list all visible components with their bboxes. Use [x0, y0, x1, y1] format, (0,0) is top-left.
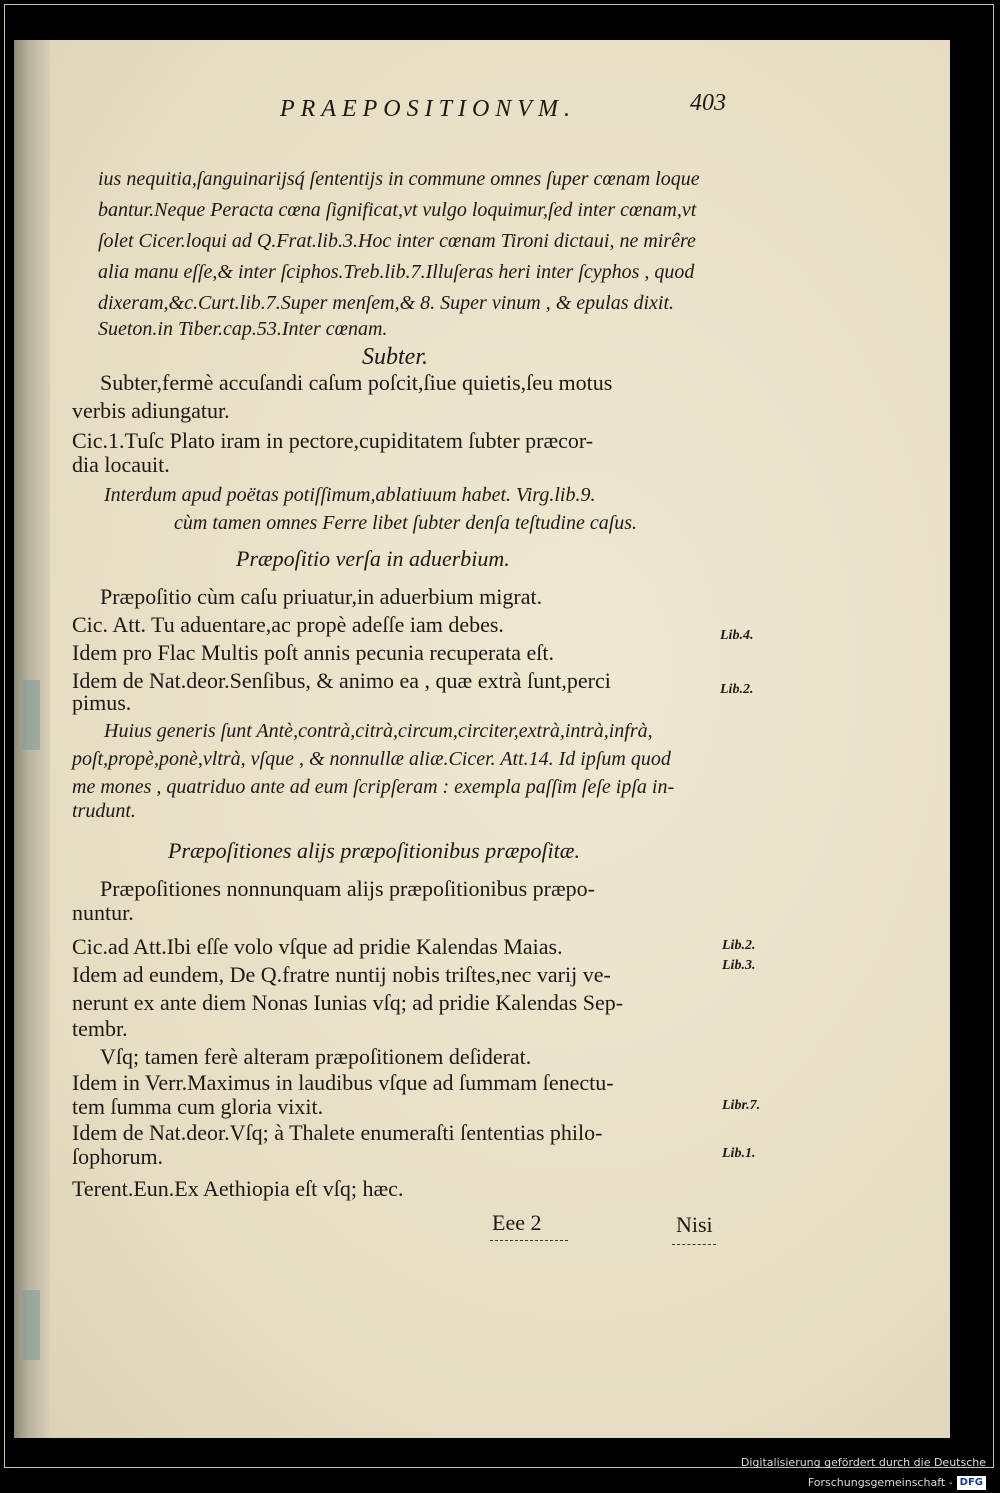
text-line: alia manu eſſe,& inter ſciphos.Treb.lib.7.Illuſeras heri inter ſcyphos , quod: [98, 261, 695, 283]
signature-mark: Eee 2: [492, 1210, 542, 1235]
text-line: Sueton.in Tiber.cap.53.Inter cœnam.: [98, 318, 388, 340]
binding-mark: [22, 680, 40, 750]
section-heading: Præpoſitiones alijs præpoſitionibus præpoſitæ.: [168, 838, 580, 863]
text-line: Idem de Nat.deor.Senſibus, & animo ea , quæ extrà ſunt,perci: [72, 668, 611, 693]
folio-number: 403: [690, 90, 726, 116]
text-line: pimus.: [72, 690, 132, 715]
margin-note: Lib.2.: [722, 938, 756, 953]
text-line: Idem de Nat.deor.Vſq; à Thalete enumeraſti ſententias philo-: [72, 1120, 603, 1145]
text-line: dia locauit.: [72, 452, 170, 477]
section-heading: Subter.: [362, 344, 428, 370]
text-line: Idem pro Flac Multis poſt annis pecunia recuperata eſt.: [72, 640, 555, 665]
catchword: Nisi: [676, 1212, 713, 1237]
text-line: bantur.Neque Peracta cœna ſignificat,vt vulgo loquimur,ſed inter cœnam,vt: [98, 199, 697, 221]
text-line: tem ſumma cum gloria vixit.: [72, 1094, 324, 1119]
text-line: Huius generis ſunt Antè,contrà,citrà,circum,circiter,extrà,intrà,infrà,: [104, 720, 653, 742]
text-line: me mones , quatriduo ante ad eum ſcripſeram : exempla paſſim ſeſe ipſa in-: [72, 776, 675, 798]
running-head: PRAEPOSITIONVM.: [280, 96, 576, 122]
text-line: ſolet Cicer.loqui ad Q.Frat.lib.3.Hoc inter cœnam Tironi dictaui, ne mirêre: [98, 230, 696, 252]
text-line: Interdum apud poëtas potiſſimum,ablatiuum habet. Virg.lib.9.: [104, 484, 596, 506]
section-heading: Præpoſitio verſa in aduerbium.: [236, 546, 510, 571]
catchword-rule: [672, 1244, 716, 1245]
text-line: Idem in Verr.Maximus in laudibus vſque ad ſummam ſenectu-: [72, 1070, 614, 1095]
text-line: ius nequitia,ſanguinarijsq́ ſententijs in commune omnes ſuper cœnam loque: [98, 168, 700, 190]
text-line: Cic.ad Att.Ibi eſſe volo vſque ad pridie Kalendas Maias.: [72, 934, 563, 959]
text-line: Præpoſitio cùm caſu priuatur,in aduerbium migrat.: [100, 584, 543, 609]
signature-rule: [490, 1240, 568, 1241]
text-line: Terent.Eun.Ex Aethiopia eſt vſq; hæc.: [72, 1176, 404, 1201]
binding-mark: [22, 1290, 40, 1360]
verse-quote: cùm tamen omnes Ferre libet ſubter denſa teſtudine caſus.: [174, 512, 638, 534]
text-line: trudunt.: [72, 800, 136, 822]
dfg-logo: DFG: [957, 1476, 986, 1490]
margin-note: Lib.4.: [720, 628, 754, 643]
digitization-credit: [606, 1453, 986, 1489]
credit-text: Digitalisierung gefördert durch die Deutsche Forschungsgemeinschaft -: [740, 1456, 986, 1489]
text-line: Vſq; tamen ferè alteram præpoſitionem deſiderat.: [100, 1044, 532, 1069]
page-gutter: [14, 40, 50, 1438]
text-line: Subter,fermè accuſandi caſum poſcit,ſiue quietis,ſeu motus: [100, 370, 613, 395]
margin-note: Libr.7.: [722, 1098, 761, 1113]
text-line: verbis adiungatur.: [72, 398, 230, 423]
text-line: ſophorum.: [72, 1144, 164, 1169]
margin-note: Lib.1.: [722, 1146, 756, 1161]
text-line: tembr.: [72, 1016, 128, 1041]
margin-note: Lib.3.: [722, 958, 756, 973]
text-line: nuntur.: [72, 900, 134, 925]
text-line: Cic.1.Tuſc Plato iram in pectore,cupiditatem ſubter præcor-: [72, 428, 594, 453]
text-line: dixeram,&c.Curt.lib.7.Super menſem,& 8. Super vinum , & epulas dixit.: [98, 292, 675, 314]
text-line: Idem ad eundem, De Q.fratre nuntij nobis triſtes,nec varij ve-: [72, 962, 611, 987]
margin-note: Lib.2.: [720, 682, 754, 697]
text-line: poſt,propè,ponè,vltrà, vſque , & nonnullæ aliæ.Cicer. Att.14. Id ipſum quod: [72, 748, 671, 770]
text-line: nerunt ex ante diem Nonas Iunias vſq; ad pridie Kalendas Sep-: [72, 990, 624, 1015]
text-line: Cic. Att. Tu aduentare,ac propè adeſſe iam debes.: [72, 612, 504, 637]
text-line: Præpoſitiones nonnunquam alijs præpoſitionibus præpo-: [100, 876, 595, 901]
